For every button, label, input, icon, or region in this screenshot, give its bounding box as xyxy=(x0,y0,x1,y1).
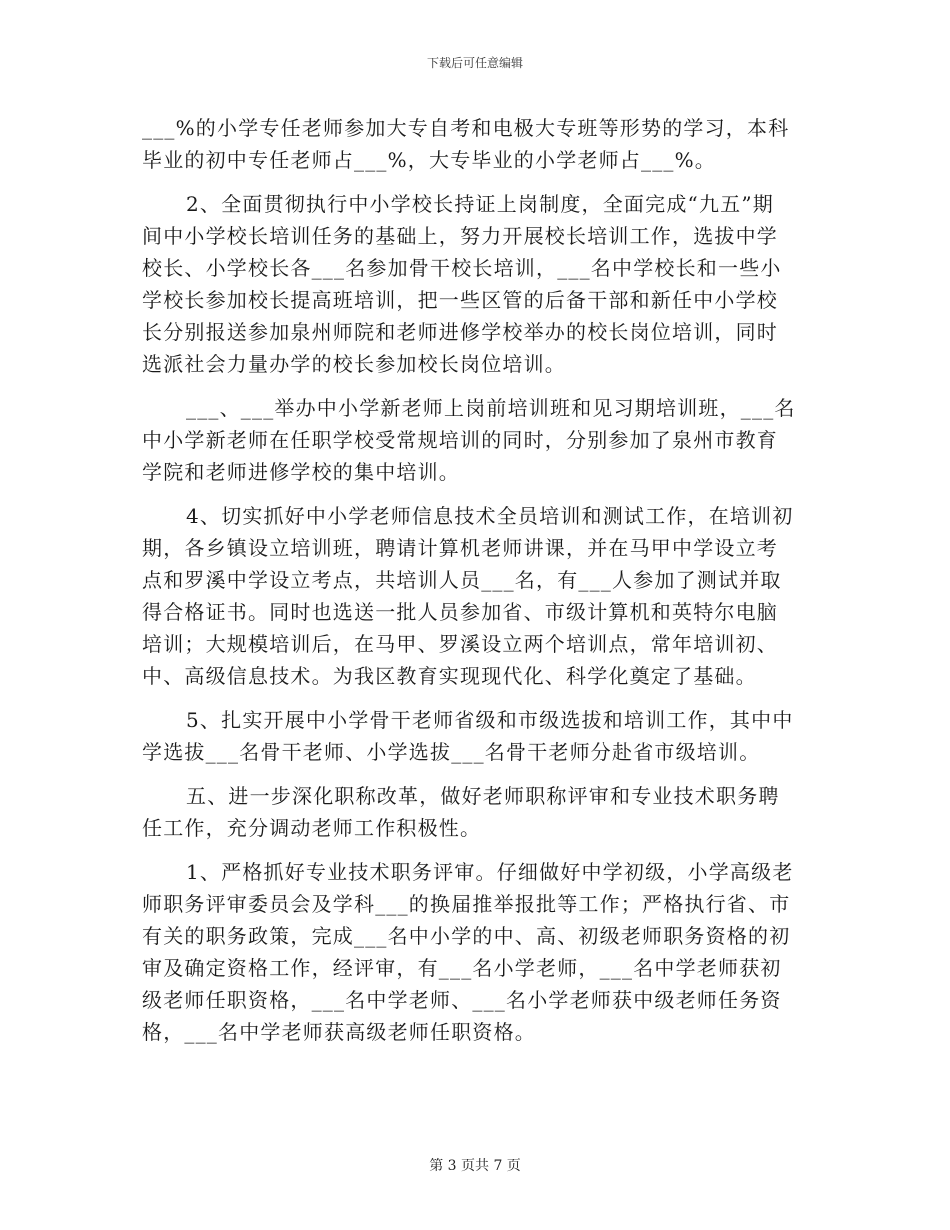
text-line: 得合格证书。同时也选送一批人员参加省、市级计算机和英特尔电脑 xyxy=(142,600,778,624)
text-line: 审及确定资格工作，经评审，有___名小学老师，___名中学老师获初 xyxy=(142,956,782,980)
text-line: 中、高级信息技术。为我区教育实现现代化、科学化奠定了基础。 xyxy=(142,664,757,688)
text-line: 期，各乡镇设立培训班，聘请计算机老师讲课，并在马甲中学设立考 xyxy=(142,536,778,560)
paragraph xyxy=(142,856,812,1048)
text-line: 1、严格抓好专业技术职务评审。仔细做好中学初级，小学高级老 xyxy=(186,860,794,884)
paragraph xyxy=(142,112,812,176)
text-line: 格，___名中学老师获高级老师任职资格。 xyxy=(142,1020,536,1044)
text-line: 长分别报送参加泉州师院和老师进修学校举办的校长岗位培训，同时 xyxy=(142,320,778,344)
text-line: 学校长参加校长提高班培训，把一些区管的后备干部和新任中小学校 xyxy=(142,288,778,312)
text-line: 选派社会力量办学的校长参加校长岗位培训。 xyxy=(142,352,566,376)
text-line: 任工作，充分调动老师工作积极性。 xyxy=(142,816,482,840)
paragraph xyxy=(142,500,812,692)
text-line: 2、全面贯彻执行中小学校长持证上岗制度，全面完成“九五”期 xyxy=(186,192,774,216)
text-line: 点和罗溪中学设立考点，共培训人员___名，有___人参加了测试并取 xyxy=(142,568,782,592)
text-line: 学院和老师进修学校的集中培训。 xyxy=(142,460,460,484)
text-line: 5、扎实开展中小学骨干老师省级和市级选拔和培训工作，其中中 xyxy=(186,708,794,732)
paragraph xyxy=(142,704,812,768)
text-line: 4、切实抓好中小学老师信息技术全员培训和测试工作，在培训初 xyxy=(186,504,794,528)
text-line: 校长、小学校长各___名参加骨干校长培训，___名中学校长和一些小 xyxy=(142,256,782,280)
paragraph xyxy=(142,188,812,380)
text-line: 中小学新老师在任职学校受常规培训的同时，分别参加了泉州市教育 xyxy=(142,428,778,452)
text-line: 五、进一步深化职称改革，做好老师职称评审和专业技术职务聘 xyxy=(186,784,780,808)
text-line: 培训；大规模培训后，在马甲、罗溪设立两个培训点，常年培训初、 xyxy=(142,632,778,656)
page-footer: 第 3 页共 7 页 xyxy=(429,1158,521,1174)
text-line: 有关的职务政策，完成___名中小学的中、高、初级老师职务资格的初 xyxy=(142,924,791,948)
page-header: 下载后可任意编辑 xyxy=(426,56,523,70)
text-line: 毕业的初中专任老师占___%，大专毕业的小学老师占___%。 xyxy=(142,148,717,172)
paragraph xyxy=(142,780,812,844)
text-line: 师职务评审委员会及学科___的换届推举报批等工作；严格执行省、市 xyxy=(142,892,791,916)
text-line: 学选拔___名骨干老师、小学选拔___名骨干老师分赴省市级培训。 xyxy=(142,740,761,764)
text-line: ___、___举办中小学新老师上岗前培训班和见习期培训班，___名 xyxy=(186,396,796,420)
text-line: 间中小学校长培训任务的基础上，努力开展校长培训工作，选拔中学 xyxy=(142,224,778,248)
document-body xyxy=(142,112,812,1048)
text-line: ___%的小学专任老师参加大专自考和电极大专班等形势的学习，本科 xyxy=(142,116,790,140)
paragraph xyxy=(142,392,812,488)
text-line: 级老师任职资格，___名中学老师、___名小学老师获中级老师任务资 xyxy=(142,988,782,1012)
